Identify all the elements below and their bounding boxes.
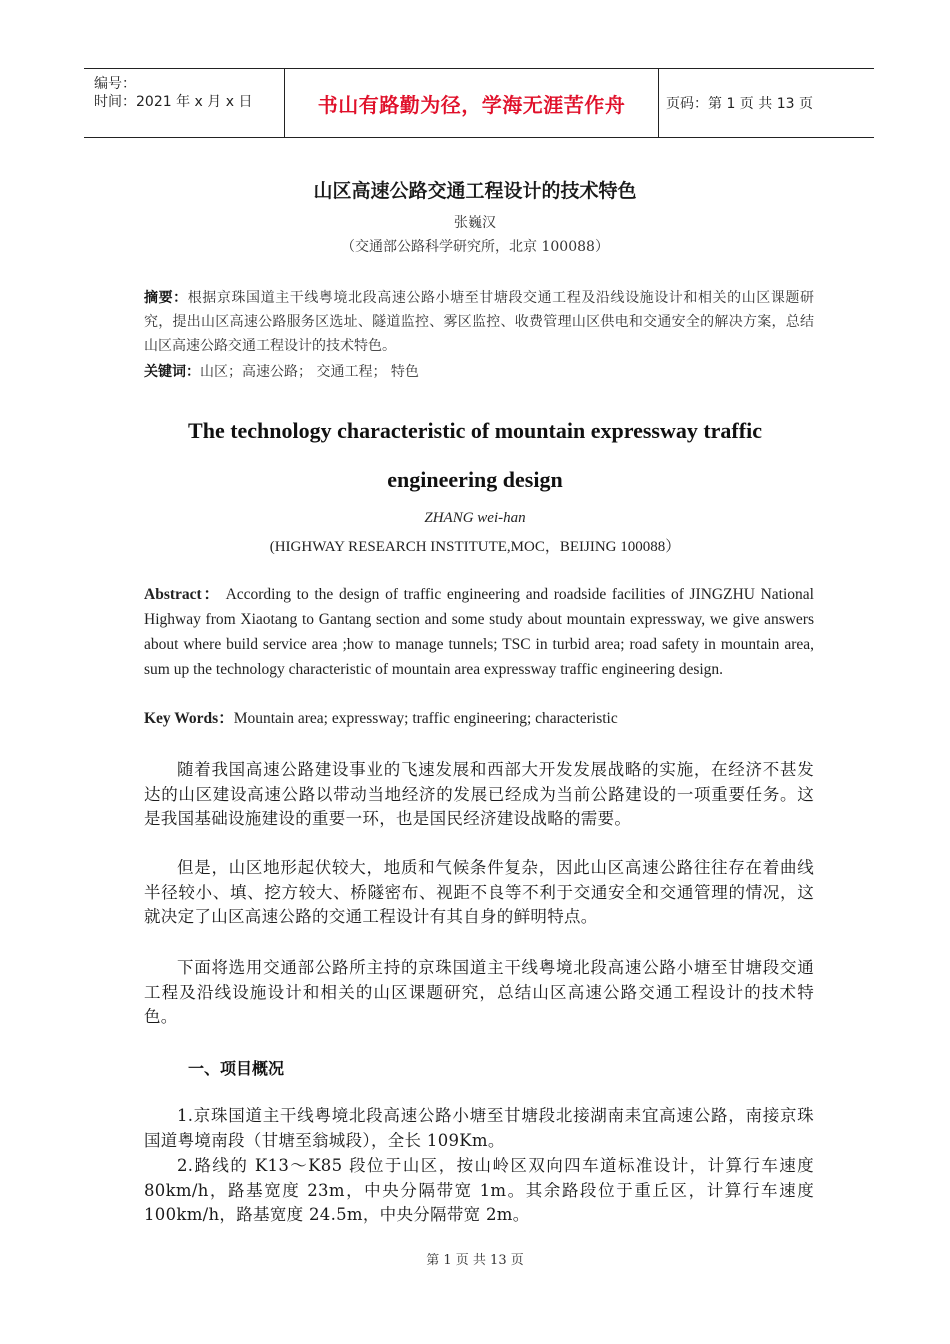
affiliation-en: (HIGHWAY RESEARCH INSTITUTE,MOC，BEIJING 100088） bbox=[269, 539, 681, 555]
body-paragraph: 下面将选用交通部公路所主持的京珠国道主干线粤境北段高速公路小塘至甘塘段交通工程及沿线设施设计和相关的山区课题研究，总结山区高速公路交通工程设计的技术特色。 bbox=[144, 958, 814, 1026]
body-paragraph: 随着我国高速公路建设事业的飞速发展和西部大开发发展战略的实施，在经济不甚发达的山区建设高速公路以带动当地经济的发展已经成为当前公路建设的一项重要任务。这是我国基础设施建设的重要一环，也是国民经济建设战略的需要。 bbox=[144, 760, 814, 828]
affiliation-cn: （交通部公路科学研究所，北京 100088） bbox=[341, 239, 609, 255]
title-en-line2: engineering design bbox=[387, 467, 563, 492]
keywords-en bbox=[144, 706, 814, 731]
date-label: 时间：2021 年 x 月 x 日 bbox=[94, 94, 253, 110]
keywords-cn-text: 山区；高速公路； 交通工程； 特色 bbox=[200, 364, 419, 380]
keywords-cn-label: 关键词： bbox=[144, 364, 200, 380]
keywords-en-label: Key Words： bbox=[144, 710, 234, 727]
abstract-cn-text: 根据京珠国道主干线粤境北段高速公路小塘至甘塘段交通工程及沿线设施设计和相关的山区课题研究，提出山区高速公路服务区选址、隧道监控、雾区监控、收费管理山区供电和交通安全的解决方案，总结山区高速公路交通工程设计的技术特色。 bbox=[144, 290, 814, 354]
header-meta bbox=[84, 69, 284, 137]
keywords-en-text: Mountain area; expressway; traffic engineering; characteristic bbox=[233, 710, 618, 727]
abstract-cn-label: 摘要： bbox=[144, 290, 188, 306]
keywords-cn bbox=[144, 360, 814, 384]
abstract-cn bbox=[144, 286, 814, 358]
document-header bbox=[84, 68, 874, 138]
abstract-en bbox=[144, 582, 814, 682]
section-paragraph: 2.路线的 K13～K85 段位于山区，按山岭区双向四车道标准设计，计算行车速度 80km/h，路基宽度 23m，中央分隔带宽 1m。其余路段位于重丘区，计算行车速度 100km/h，路基宽度 24.5m，中央分隔带宽 2m。 bbox=[144, 1156, 814, 1224]
section-heading: 一、项目概况 bbox=[188, 1059, 285, 1078]
author-en: ZHANG wei-han bbox=[424, 510, 526, 526]
header-divider bbox=[658, 69, 659, 137]
abstract-en-text: According to the design of traffic engineering and roadside facilities of JINGZHU National Highway from Xiaotang to Gantang section and some study about mountain expressway, we give answers about where build service area ;how to manage tunnels; TSC in turbid area; road safety in mountain area, sum up the technology characteristic of mountain area expressway traffic engineering design. bbox=[144, 586, 814, 678]
abstract-en-label: Abstract： bbox=[144, 586, 221, 603]
body-paragraph: 但是，山区地形起伏较大，地质和气候条件复杂，因此山区高速公路往往存在着曲线半径较小、填、挖方较大、桥隧密布、视距不良等不利于交通安全和交通管理的情况，这就决定了山区高速公路的交通工程设计有其自身的鲜明特点。 bbox=[144, 858, 814, 926]
author-cn: 张巍汉 bbox=[454, 215, 496, 231]
title-en-line1: The technology characteristic of mountain expressway traffic bbox=[188, 418, 762, 443]
page-footer: 第 1 页 共 13 页 bbox=[426, 1253, 524, 1268]
section-paragraph: 1.京珠国道主干线粤境北段高速公路小塘至甘塘段北接湖南耒宜高速公路，南接京珠国道粤境南段（甘塘至翁城段），全长 109Km。 bbox=[144, 1106, 814, 1150]
header-page-info: 页码：第 1 页 共 13 页 bbox=[666, 96, 813, 112]
header-motto: 书山有路勤为径，学海无涯苦作舟 bbox=[317, 92, 626, 117]
number-label: 编号： bbox=[94, 76, 136, 92]
title-cn: 山区高速公路交通工程设计的技术特色 bbox=[313, 180, 637, 202]
